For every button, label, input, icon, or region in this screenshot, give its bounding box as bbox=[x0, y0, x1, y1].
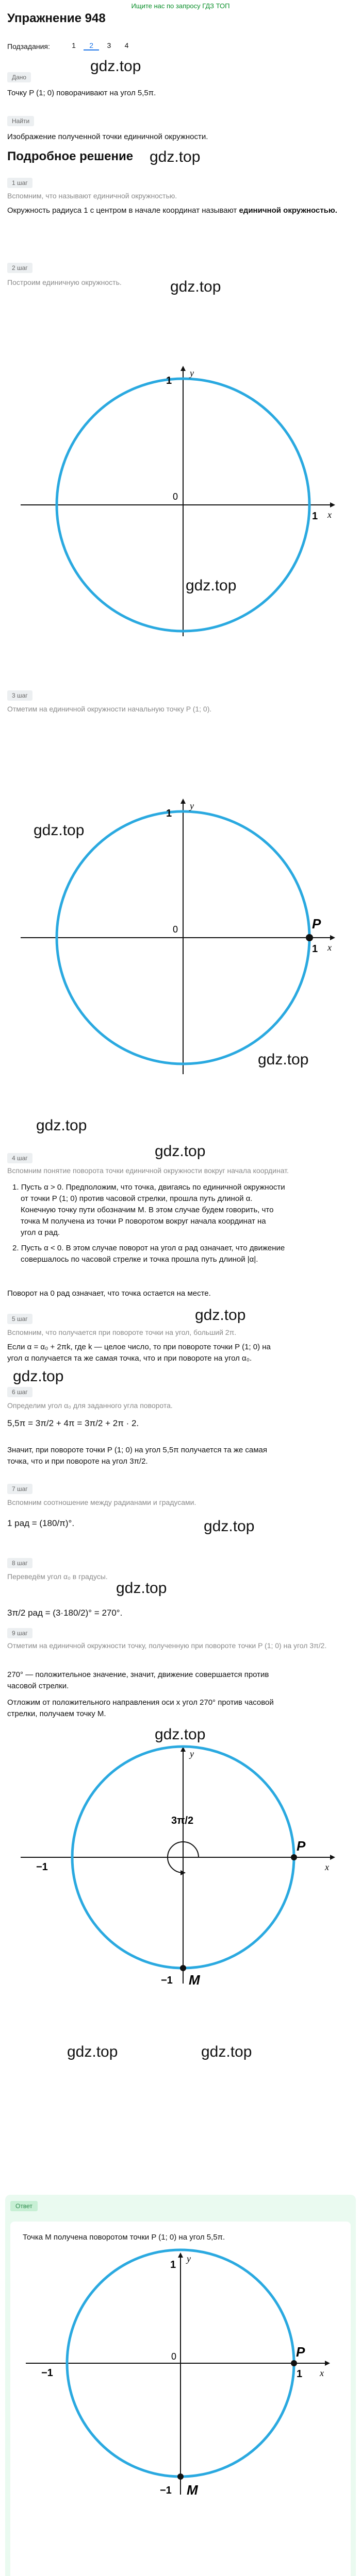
svg-text:0: 0 bbox=[171, 2351, 177, 2362]
subpoints-nav bbox=[66, 41, 135, 50]
svg-text:1: 1 bbox=[297, 2368, 303, 2380]
label-zero: 0 bbox=[173, 492, 178, 502]
step-text: Если α = α₀ + 2πk, где k — целое число, то при повороте точки P (1; 0) на угол α получается та же самая точка, что и при повороте на угол α₀. bbox=[7, 1343, 271, 1363]
watermark: gdz.top bbox=[195, 1307, 246, 1324]
x-axis-arrow bbox=[330, 502, 335, 507]
svg-text:y: y bbox=[187, 2253, 191, 2264]
watermark: gdz.top bbox=[258, 1051, 309, 1068]
subpoints-label: Подзадания: bbox=[7, 42, 50, 50]
unit-circle-start-point bbox=[0, 793, 361, 1082]
step-badge: 6 шаг bbox=[7, 1387, 32, 1397]
label-angle: 3π/2 bbox=[171, 1815, 194, 1826]
step-badge: 9 шаг bbox=[7, 1628, 32, 1638]
formula: 5,5π = 3π/2 + 4π = 3π/2 + 2π · 2. bbox=[7, 1418, 139, 1428]
subpoint-1[interactable]: 1 bbox=[72, 41, 76, 49]
watermark: gdz.top bbox=[186, 577, 237, 594]
step-text: Поворот на 0 рад означает, что точка остается на месте. bbox=[7, 1289, 211, 1298]
unit-circle-rotation bbox=[0, 1741, 361, 1999]
svg-text:x: x bbox=[320, 2368, 324, 2378]
step-hint: Переведём угол α₀ в градусы. bbox=[7, 1572, 108, 1581]
subpoint-3[interactable]: 3 bbox=[107, 41, 111, 49]
step-badge: 2 шаг bbox=[7, 263, 32, 273]
step-text: Окружность радиуса 1 с центром в начале координат называют единичной окружностью. bbox=[7, 206, 337, 215]
y-axis-arrow bbox=[180, 366, 186, 371]
step-hint: Вспомним, что получается при повороте точки на угол, больший 2π. bbox=[7, 1328, 237, 1336]
label-one-y: 1 bbox=[166, 375, 172, 386]
step-hint: Построим единичную окружность. bbox=[7, 278, 122, 286]
answer-card bbox=[10, 2222, 351, 2576]
watermark: gdz.top bbox=[36, 1117, 87, 1134]
watermark: gdz.top bbox=[116, 1580, 167, 1597]
find-text: Изображение полученной точки единичной окружности. bbox=[7, 132, 208, 141]
solution-title: Подробное решение bbox=[7, 149, 134, 163]
svg-text:−1: −1 bbox=[160, 2485, 172, 2496]
step-hint: Вспомним, что называют единичной окружностью. bbox=[7, 192, 177, 200]
svg-text:1: 1 bbox=[166, 808, 172, 819]
svg-text:M: M bbox=[187, 2482, 198, 2498]
step-hint: Отметим на единичной окружности начальную точку P (1; 0). bbox=[7, 705, 212, 713]
find-badge: Найти bbox=[7, 116, 34, 126]
svg-text:P: P bbox=[297, 1838, 306, 1854]
svg-text:y: y bbox=[190, 801, 194, 811]
formula: 3π/2 рад = (3·180/2)° = 270°. bbox=[7, 1608, 123, 1618]
given-badge: Дано bbox=[7, 72, 31, 82]
unit-circle-diagram bbox=[0, 355, 361, 644]
watermark: gdz.top bbox=[34, 822, 85, 839]
step-badge: 8 шаг bbox=[7, 1558, 32, 1568]
watermark: gdz.top bbox=[13, 1368, 64, 1385]
subpoint-4[interactable]: 4 bbox=[124, 41, 129, 49]
step-text: Значит, при повороте точки P (1; 0) на угол 5,5π получается та же самая точка, что и при повороте на угол 3π/2. bbox=[7, 1446, 267, 1466]
formula: 1 рад = (180/π)°. bbox=[7, 1518, 75, 1528]
watermark: gdz.top bbox=[155, 1726, 206, 1743]
svg-text:−1: −1 bbox=[41, 2367, 53, 2379]
step-hint: Вспомним соотношение между радианами и градусами. bbox=[7, 1498, 196, 1506]
watermark: gdz.top bbox=[201, 2043, 252, 2060]
step-hint: Отметим на единичной окружности точку, полученную при повороте точки P (1; 0) на угол 3π/2. bbox=[7, 1641, 327, 1650]
search-hint: Ищите нас по запросу ГДЗ ТОП bbox=[131, 2, 230, 10]
step-hint: Определим угол α₀ для заданного угла поворота. bbox=[7, 1401, 173, 1410]
step-badge: 7 шаг bbox=[7, 1484, 32, 1494]
svg-text:x: x bbox=[325, 1862, 329, 1872]
watermark: gdz.top bbox=[155, 1143, 206, 1160]
svg-text:1: 1 bbox=[170, 2259, 176, 2270]
given-text: Точку P (1; 0) поворачивают на угол 5,5π. bbox=[7, 89, 156, 97]
point-P bbox=[306, 934, 313, 941]
watermark: gdz.top bbox=[90, 58, 141, 75]
svg-text:x: x bbox=[327, 942, 332, 953]
step-badge: 4 шаг bbox=[7, 1153, 32, 1163]
page-title: Упражнение 948 bbox=[7, 11, 106, 25]
label-one-x: 1 bbox=[312, 511, 318, 522]
point-M bbox=[180, 1965, 186, 1971]
subpoint-2[interactable]: 2 bbox=[84, 41, 99, 50]
answer-diagram bbox=[10, 2247, 351, 2536]
answer-block bbox=[5, 2195, 356, 2576]
step-hint: Вспомним понятие поворота точки единичной окружности вокруг начала координат. bbox=[7, 1166, 289, 1175]
label-P: P bbox=[312, 916, 321, 931]
svg-text:−1: −1 bbox=[161, 1975, 173, 1986]
svg-text:M: M bbox=[189, 1972, 200, 1988]
answer-text: Точка M получена поворотом точки P (1; 0) на угол 5,5π. bbox=[23, 2233, 225, 2242]
step-badge: 3 шаг bbox=[7, 690, 32, 701]
answer-badge: Ответ bbox=[10, 2201, 38, 2211]
step-badge: 5 шаг bbox=[7, 1314, 32, 1324]
step-text: 270° — положительное значение, значит, движение совершается против часовой стрелки. Отложим от положительного направления оси x угол 270° против часовой стрелки, получаем точку M. bbox=[7, 1670, 274, 1718]
step-text: 1. Пусть α > 0. Предположим, что точка, двигаясь по единичной окружности от точки P (1; 0) против часовой стрелки, прошла путь длиной α. Конечную точку пути обозначим M. В этом случае будем говорить, что точка M получена из точки P поворотом вокруг начала координат на угол α рад. 2. Пусть α < 0. В этом случае поворот на угол α рад означает, что движение совершалось по часовой стрелке и точка прошла путь длиной |α|. bbox=[12, 1183, 285, 1264]
svg-text:0: 0 bbox=[173, 924, 178, 935]
svg-text:P: P bbox=[296, 2344, 305, 2360]
watermark: gdz.top bbox=[204, 1518, 255, 1535]
svg-text:y: y bbox=[190, 1749, 194, 1759]
svg-text:−1: −1 bbox=[36, 1861, 48, 1873]
label-x: x bbox=[327, 510, 332, 520]
svg-text:1: 1 bbox=[312, 943, 318, 955]
step-badge: 1 шаг bbox=[7, 178, 32, 188]
label-y: y bbox=[190, 368, 194, 378]
watermark: gdz.top bbox=[67, 2043, 118, 2060]
watermark: gdz.top bbox=[150, 148, 201, 165]
watermark: gdz.top bbox=[170, 278, 221, 295]
